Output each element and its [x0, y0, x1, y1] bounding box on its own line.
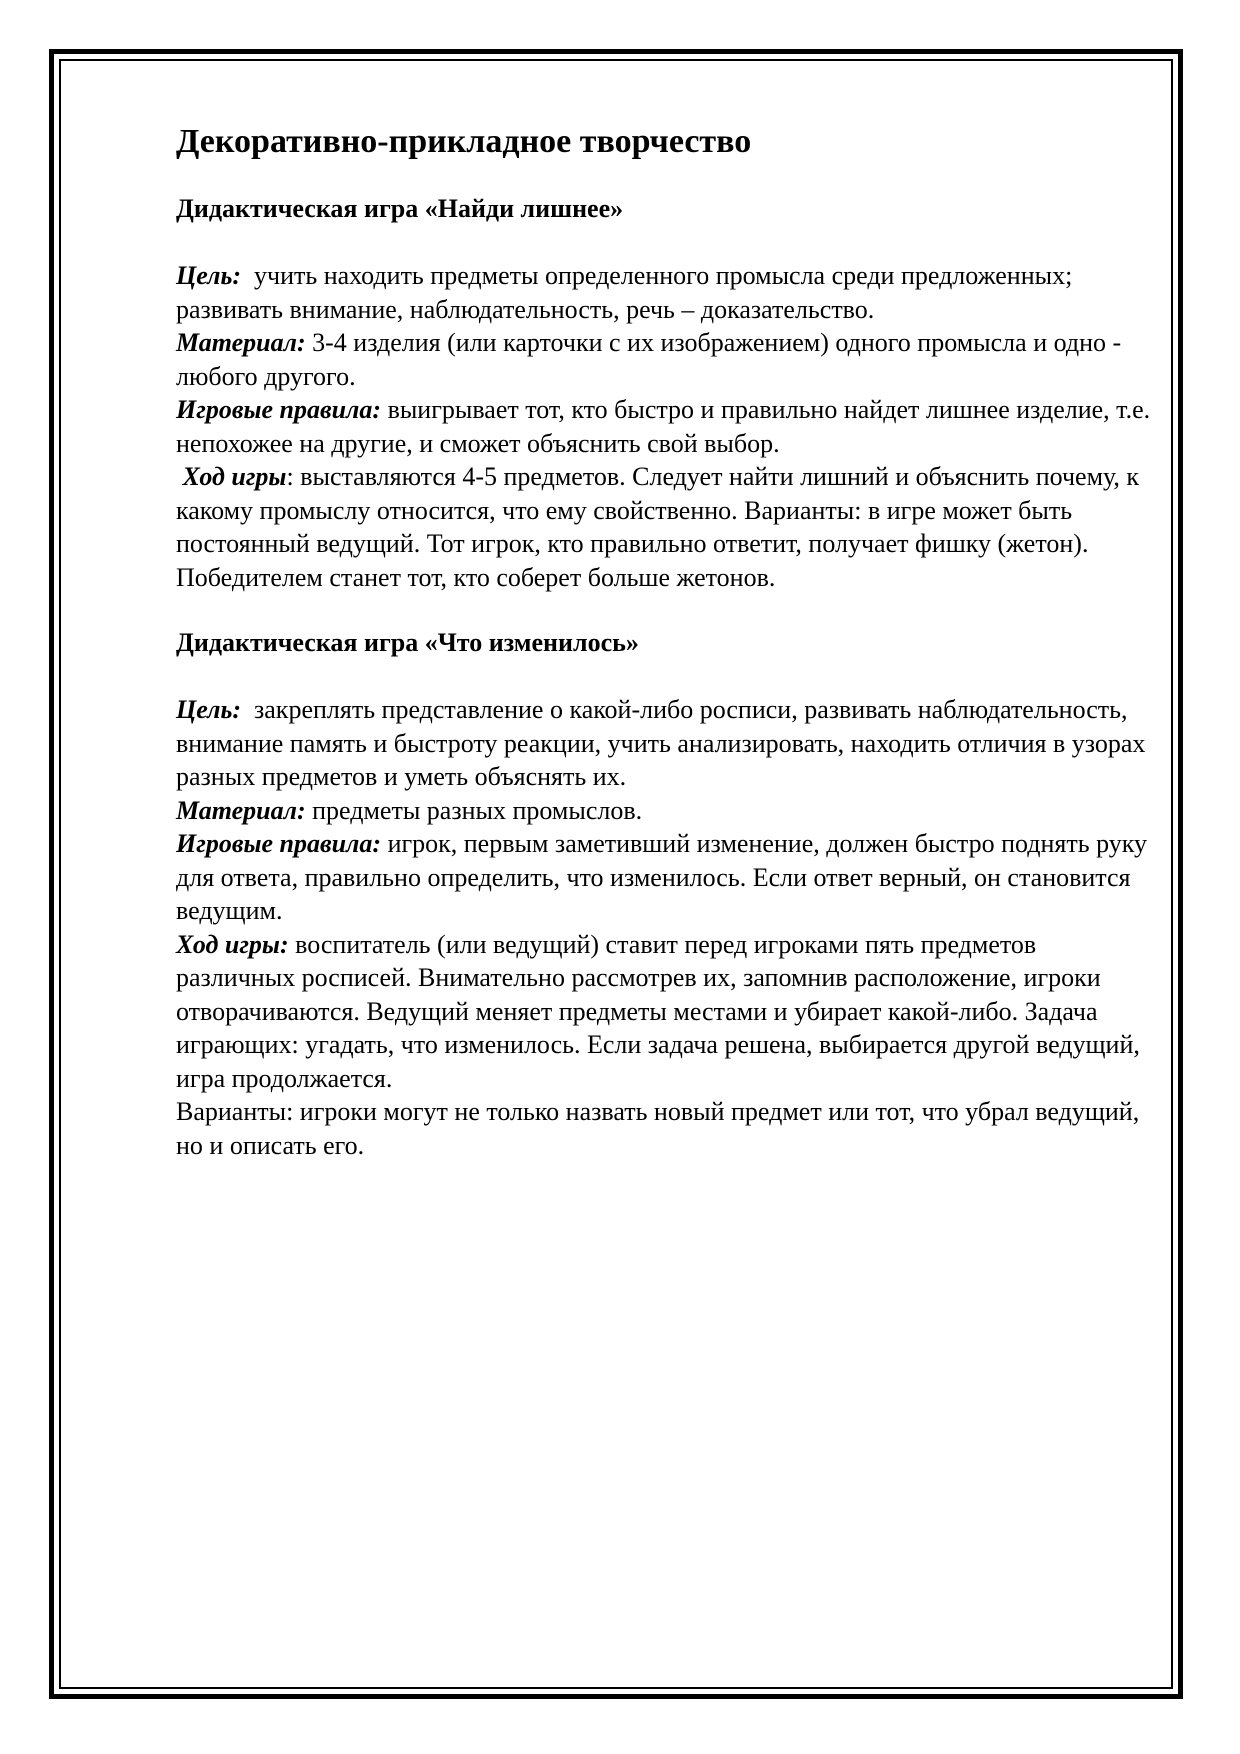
variants-paragraph: Варианты: игроки могут не только назвать новый предмет или тот, что убрал ведущий, но и описать его. — [176, 1097, 1140, 1160]
course-paragraph — [176, 928, 1156, 1096]
goal-text: учить находить предметы определенного промысла среди предложенных; развивать внимание, наблюдательность, речь – доказательство. — [176, 261, 1092, 324]
game-title: Дидактическая игра «Найди лишнее» — [176, 194, 624, 223]
material-label: Материал: — [176, 795, 306, 825]
rules-text: игрок, первым заметивший изменение, должен быстро поднять руку для ответа, правильно определить, что изменилось. Если ответ верный, он становится ведущим. — [176, 829, 1148, 925]
rules-text: выигрывает тот, кто быстро и правильно найдет лишнее изделие, т.е. непохожее на другие, и сможет объяснить свой выбор. — [176, 395, 1151, 458]
rules-paragraph — [176, 827, 1156, 928]
goal-paragraph — [176, 259, 1156, 326]
material-text: предметы разных промыслов. — [305, 795, 643, 825]
game-section-what-changed — [176, 626, 1156, 1162]
document-title: Декоративно-прикладное творчество — [176, 123, 752, 160]
spacer — [176, 660, 1156, 693]
material-label: Материал: — [176, 328, 306, 357]
material-paragraph — [176, 326, 1156, 393]
goal-text: закреплять представление о какой-либо росписи, развивать наблюдательность, внимание память и быстроту реакции, учить анализировать, находить отличия в узорах разных предметов и уметь объяснять их. — [176, 695, 1152, 791]
spacer — [176, 226, 1156, 259]
course-text: : выставляются 4-5 предметов. Следует найти лишний и объяснить почему, к какому промыслу относится, что ему свойственно. Варианты: в игре может быть постоянный ведущий. Тот игрок, кто правильно ответит, получает фишку (жетон). Победителем станет тот, кто соберет больше жетонов. — [176, 462, 1140, 592]
goal-paragraph — [176, 693, 1156, 794]
goal-label: Цель: — [176, 261, 241, 290]
course-paragraph — [176, 460, 1156, 594]
course-label: Ход игры — [182, 462, 287, 491]
rules-label: Игровые правила: — [176, 829, 382, 858]
course-label: Ход игры: — [176, 929, 289, 959]
game-section-find-extra — [176, 192, 1156, 594]
goal-label: Цель: — [176, 695, 241, 724]
game-title: Дидактическая игра «Что изменилось» — [176, 628, 639, 657]
rules-label: Игровые правила: — [176, 395, 382, 424]
rules-paragraph — [176, 393, 1156, 460]
material-text: 3-4 изделия (или карточки с их изображением) одного промысла и одно - любого другого. — [176, 328, 1122, 391]
document-body — [176, 120, 1156, 1162]
material-paragraph — [176, 794, 1156, 828]
course-text: воспитатель (или ведущий) ставит перед игроками пять предметов различных росписей. Внимательно рассмотрев их, запомнив расположение, игроки отворачиваются. Ведущий меняет предметы местами и убирает какой-либо. Задача играющих: угадать, что изменилось. Если задача решена, выбирается другой ведущий, игра продолжается. — [176, 929, 1140, 1093]
